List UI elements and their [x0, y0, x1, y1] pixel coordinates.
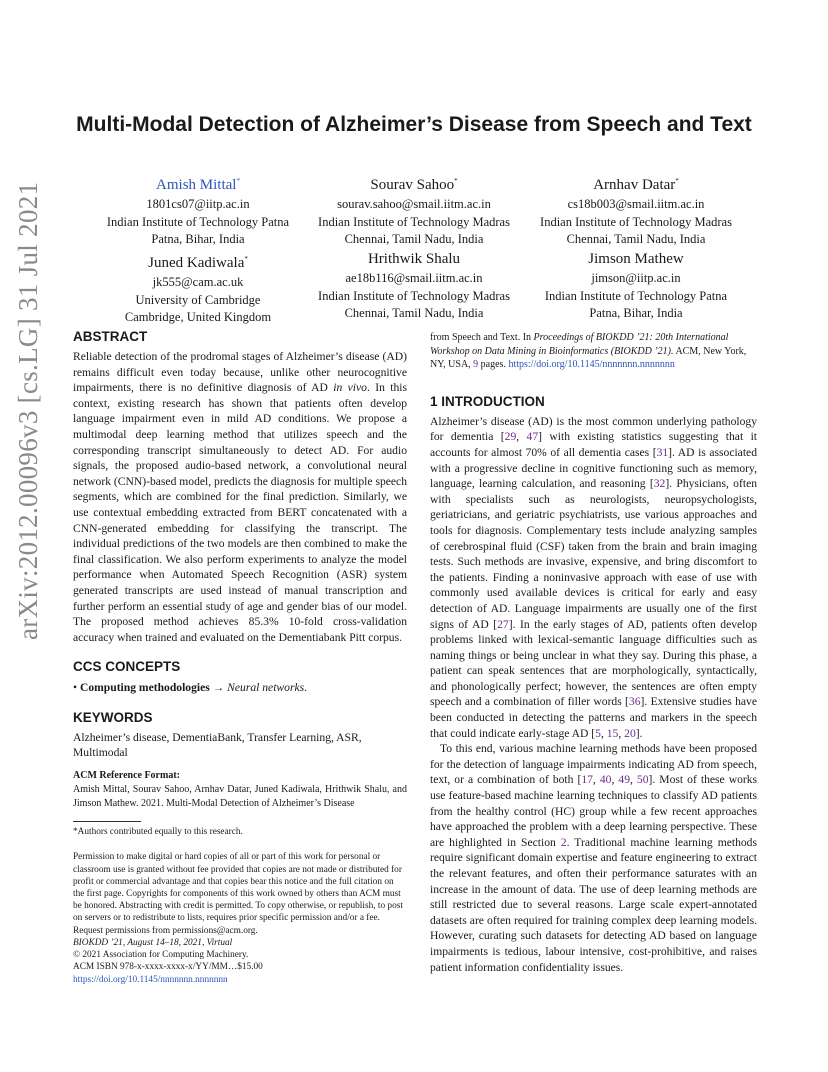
author-name: Arnhav Datar* [593, 177, 679, 193]
copyright-notice: © 2021 Association for Computing Machinery. [73, 950, 249, 961]
author-affiliation: Indian Institute of Technology Madras [318, 214, 510, 229]
citation-link[interactable]: 27 [497, 617, 509, 631]
introduction-heading: 1 INTRODUCTION [430, 393, 545, 409]
author-location: Chennai, Tamil Nadu, India [344, 306, 484, 320]
abstract-text: Reliable detection of the prodromal stages of Alzheimer’s disease (AD) remains difficult even today because, unlike other neurocognitive impairments, there is no definitive diagnosis of AD in vivo. In this context, existing research has shown that patients often develop language impairment even in mild AD conditions. We propose a multimodal deep learning method that utilizes speech and the corresponding transcript simultaneously to detect AD. For audio signals, the proposed audio-based network, a convolutional neural network (CNN)-based model, predicts the diagnosis for multiple speech segments, which are combined for the final prediction. Similarly, we use contextual embedding extracted from BERT concatenated with a CNN-generated embedding for classifying the transcript. The individual predictions of the two models are then combined to make the final classification. We also perform experiments to analyze the model performance when Automated Speech Recognition (ASR) system generated transcripts are used instead of manual transcription and further perform an essential study of age and gender bias of our model. The proposed method achieves 85.3% 10-fold cross-validation accuracy when trained and evaluated on the Dementiabank Pitt corpus. [73, 350, 408, 644]
citation-link[interactable]: 32 [653, 477, 666, 491]
equal-contribution-mark: * [454, 177, 458, 185]
author-email: sourav.sahoo@smail.iitm.ac.in [337, 197, 491, 211]
author-email: 1801cs07@iitp.ac.in [146, 197, 250, 211]
citation-link[interactable]: 40 [599, 773, 612, 787]
author-name: Juned Kadiwala* [148, 255, 248, 271]
abstract-heading: ABSTRACT [73, 329, 148, 344]
equal-contribution-mark: * [244, 255, 248, 263]
citation-link[interactable]: 49 [618, 773, 630, 787]
author-card [301, 250, 527, 323]
citation-link[interactable]: 20 [624, 726, 636, 740]
footnote-rule [73, 821, 141, 822]
author-name: Sourav Sahoo* [370, 177, 458, 193]
author-affiliation: Indian Institute of Technology Patna [544, 288, 728, 303]
citation-link[interactable]: 31 [656, 445, 669, 459]
citation-link[interactable]: 2 [560, 835, 567, 849]
acm-reference-heading: ACM Reference Format: [73, 770, 180, 782]
doi-link[interactable]: https://doi.org/10.1145/nnnnnnn.nnnnnnn [73, 974, 228, 985]
citation-link[interactable]: 47 [526, 430, 539, 444]
ccs-text: • Computing methodologies → Neural networks. [73, 681, 308, 695]
citation-link[interactable]: 17 [581, 773, 593, 787]
author-card [301, 172, 527, 249]
author-name: Jimson Mathew [588, 251, 684, 267]
left-column [73, 328, 407, 986]
author-affiliation: Indian Institute of Technology Madras [318, 288, 510, 303]
author-affiliation: Indian Institute of Technology Madras [540, 214, 732, 229]
conference-info: BIOKDD ’21, August 14–18, 2021, Virtual [73, 937, 233, 948]
author-location: Chennai, Tamil Nadu, India [344, 232, 484, 246]
citation-link[interactable]: 50 [636, 773, 649, 787]
isbn: ACM ISBN 978-x-xxxx-xxxx-x/YY/MM…$15.00 [73, 962, 263, 973]
author-affiliation: University of Cambridge [135, 292, 261, 307]
author-location: Chennai, Tamil Nadu, India [566, 232, 706, 246]
arxiv-identifier: arXiv:2012.00096v3 [cs.LG] 31 Jul 2021 [13, 181, 43, 640]
equal-contribution-mark: * [675, 177, 679, 185]
author-card [523, 250, 749, 323]
introduction-paragraph: To this end, various machine learning methods have been proposed for the detection of language impairments indicating AD from speech, text, or a combination of both [17, 40, 49, 50]. Most of these works use feature-based machine learning techniques to classify AD patients from the healthy control (HC) group while a few recent approaches have approached the problem with a deep learning perspective. These are highlighted in Section 2. Traditional machine learning methods require significant domain expertise and feature engineering to extract the relevant features, and often their performance saturates with an increase in the amount of data. The use of deep learning methods are still restricted due to several reasons. Large scale expert-annotated datasets are often required for training complex deep learning models. However, curating such datasets for detecting AD based on language impairments is tedious, labour intensive, cost-prohibitive, and raises patient information confidentiality issues. [430, 742, 758, 974]
introduction-paragraph: Alzheimer’s disease (AD) is the most common underlying pathology for dementia [29, 47] with existing statistics suggesting that it accounts for almost 70% of all dementia cases [31]. AD is associated with a progressive decline in cognitive functioning such as memory, language, learning calculation, and reasoning [32]. Physicians, often with specialists such as neurologists, neuropsychologists, geriatricians, and geriatric psychiatrists, use various approaches and tools for diagnosis. Complementary tests include analyzing samples of cerebrospinal fluid (CSF) taken from the brain and brain imaging tests. Such methods are invasive, expensive, and bring discomfort to the patients. Finding a noninvasive approach with ease of use with commonly used available devices is critical for early and easy detection of AD. Language impairments are usually one of the first signs of AD [27]. In the early stages of AD, patients often develop problems linked with lexical-semantic language difficulties such as naming things or being unclear in what they say. During this phase, a patient can speak sentences that are morphologically, syntactically, and phonologically perfect; however, the sentences are often empty speech and a combination of filler words [36]. Extensive studies have been conducted in detecting the patterns and markers in the speech that could indicate early-stage AD [5, 15, 20]. [430, 414, 758, 740]
ccs-heading: CCS CONCEPTS [73, 659, 181, 675]
author-card [523, 172, 749, 249]
author-location: Cambridge, United Kingdom [124, 310, 272, 324]
author-location: Patna, Bihar, India [151, 232, 245, 246]
reference-doi-link[interactable]: https://doi.org/10.1145/nnnnnnn.nnnnnnn [508, 359, 675, 371]
citation-link[interactable]: 36 [628, 695, 641, 709]
author-email: jk555@cam.ac.uk [152, 275, 244, 289]
citation-link[interactable]: 15 [606, 726, 619, 740]
footnote-text: *Authors contributed equally to this research. [73, 827, 243, 838]
author-location: Patna, Bihar, India [589, 306, 683, 320]
right-column [430, 331, 757, 975]
author-name: Hrithwik Shalu [367, 251, 461, 267]
author-name[interactable]: Amish Mittal* [156, 177, 240, 193]
paper-title: Multi-Modal Detection of Alzheimer’s Disease from Speech and Text [76, 113, 752, 136]
acm-reference-text: Amish Mittal, Sourav Sahoo, Arnhav Datar, Juned Kadiwala, Hrithwik Shalu, and Jimson Mathew. 2021. Multi-Modal Detection of Alzheimer’s Disease [73, 784, 407, 809]
author-card [85, 172, 311, 249]
acm-reference-continued: from Speech and Text. In Proceedings of BIOKDD ’21: 20th International Workshop on Data Mining in Bioinformatics (BIOKDD ’21). ACM, New York, NY, USA, 9 pages. https://doi.org/10.1145/nnnnnnn.nnnnnnn [430, 332, 747, 371]
author-email: cs18b003@smail.iitm.ac.in [567, 197, 705, 211]
keywords-text: Alzheimer’s disease, DementiaBank, Transfer Learning, ASR, Multimodal [73, 730, 362, 760]
citation-link[interactable]: 5 [595, 726, 601, 740]
citation-link[interactable]: 29 [504, 430, 517, 444]
author-affiliation: Indian Institute of Technology Patna [106, 214, 290, 229]
author-card [85, 250, 311, 327]
equal-contribution-mark: * [236, 177, 240, 185]
author-email: jimson@iitp.ac.in [591, 271, 681, 285]
permission-notice: Permission to make digital or hard copies of all or part of this work for personal or classroom use is granted without fee provided that copies are not made or distributed for profit or commercial advantage and that copies bear this notice and the full citation on the first page. Copyrights for components of this work owned by others than ACM must be honored. Abstracting with credit is permitted. To copy otherwise, or republish, to post on servers or to redistribute to lists, requires prior specific permission and/or a fee. Request permissions from permissions@acm.org. [73, 852, 403, 936]
author-email: ae18b116@smail.iitm.ac.in [345, 271, 483, 285]
keywords-heading: KEYWORDS [73, 709, 153, 725]
